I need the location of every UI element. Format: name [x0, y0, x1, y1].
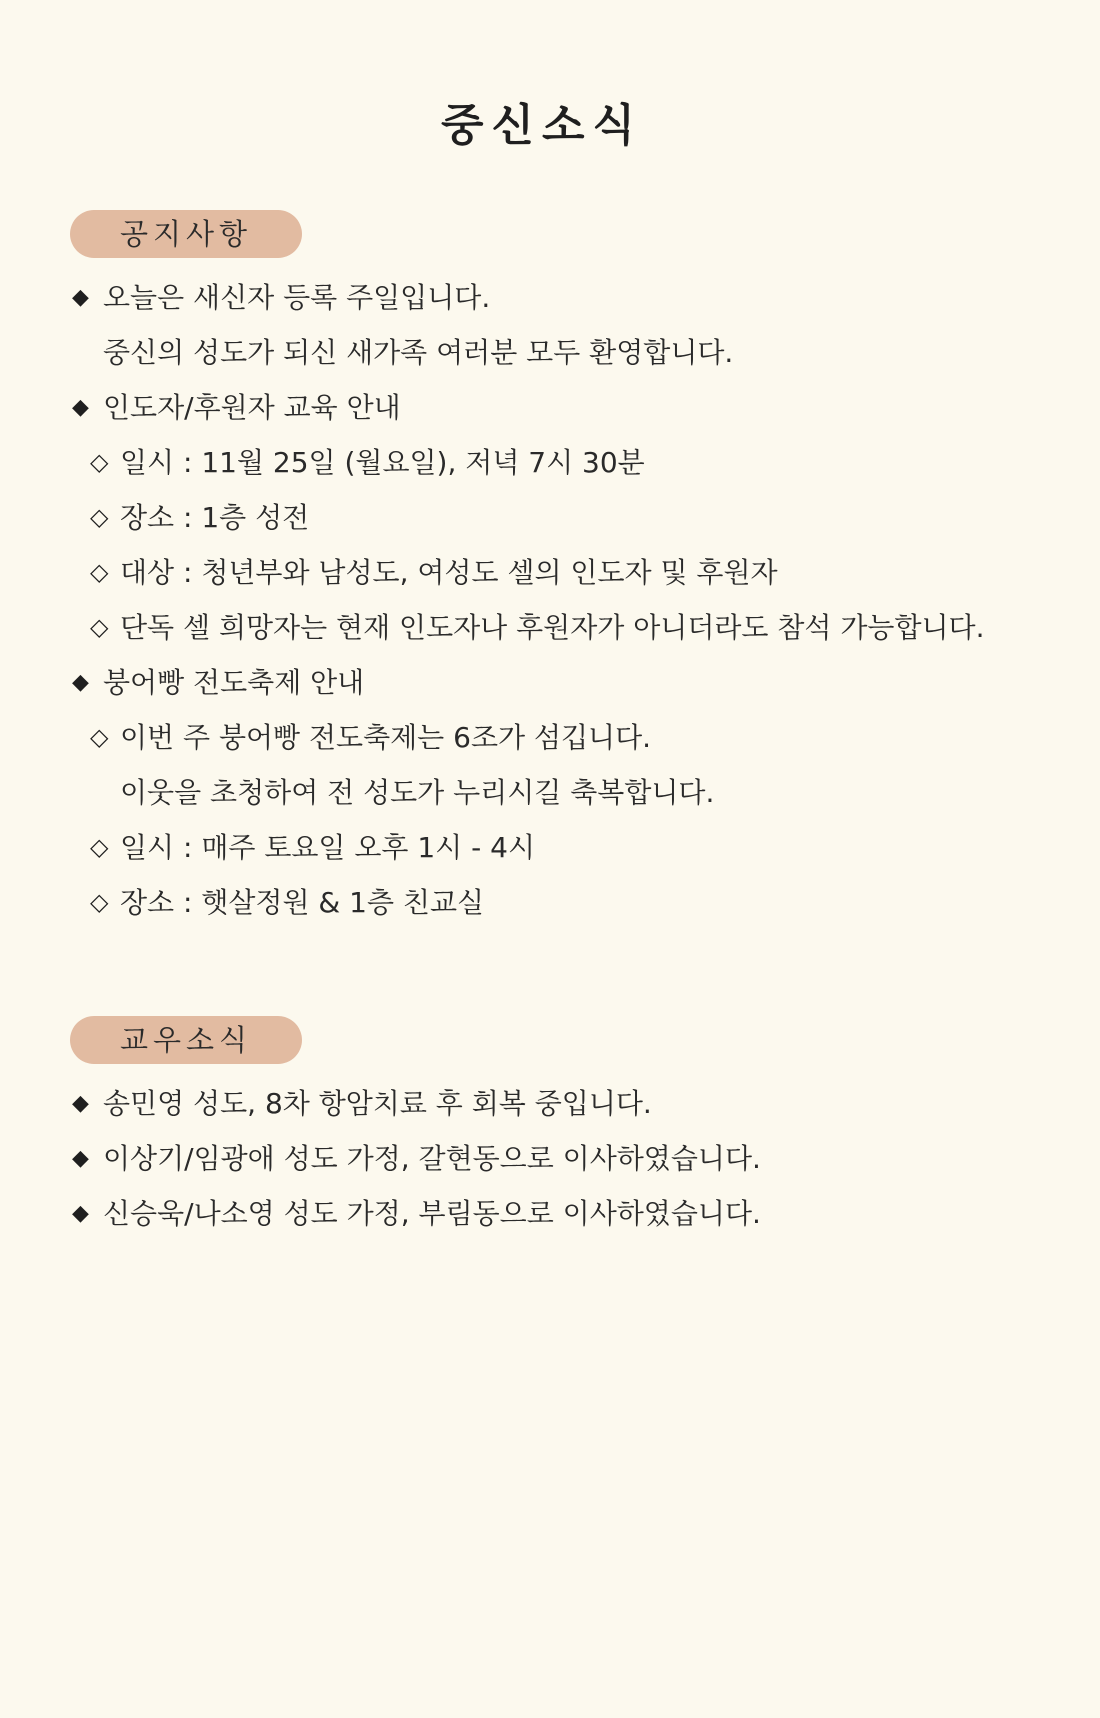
list-item [70, 545, 1080, 600]
filled-diamond-bullet-icon: ◆ [72, 670, 89, 695]
list-item-text: 붕어빵 전도축제 안내 [103, 666, 365, 699]
list-item [70, 710, 1080, 765]
list-item-text: 오늘은 새신자 등록 주일입니다. [103, 281, 491, 314]
filled-diamond-bullet-icon: ◆ [72, 395, 89, 420]
hollow-diamond-bullet-icon: ◇ [90, 833, 109, 861]
filled-diamond-bullet-icon: ◆ [72, 1091, 89, 1116]
list-item [70, 655, 1080, 710]
hollow-diamond-bullet-icon: ◇ [90, 503, 109, 531]
list-item-text: 이번 주 붕어빵 전도축제는 6조가 섬깁니다. [120, 721, 652, 754]
list-item [70, 270, 1080, 325]
list-item-text: 이웃을 초청하여 전 성도가 누리시길 축복합니다. [120, 776, 715, 809]
list-item-text: 대상 : 청년부와 남성도, 여성도 셀의 인도자 및 후원자 [120, 556, 778, 589]
hollow-diamond-bullet-icon: ◇ [90, 723, 109, 751]
page-title: 중신소식 [440, 100, 643, 151]
hollow-diamond-bullet-icon: ◇ [90, 888, 109, 916]
notice-list [70, 270, 1080, 930]
notice-section [70, 210, 1080, 930]
hollow-diamond-bullet-icon: ◇ [90, 558, 109, 586]
notice-section-label: 공지사항 [70, 210, 302, 258]
list-item [70, 875, 1080, 930]
hollow-diamond-bullet-icon: ◇ [90, 613, 109, 641]
filled-diamond-bullet-icon: ◆ [72, 285, 89, 310]
filled-diamond-bullet-icon: ◆ [72, 1146, 89, 1171]
list-item [70, 1131, 1080, 1186]
list-item [70, 490, 1080, 545]
list-item [70, 600, 1080, 655]
member-news-section [70, 1016, 1080, 1241]
list-item-text: 장소 : 햇살정원 & 1층 친교실 [120, 886, 485, 919]
list-item-text: 장소 : 1층 성전 [120, 501, 310, 534]
list-item-text: 중신의 성도가 되신 새가족 여러분 모두 환영합니다. [103, 336, 734, 369]
list-item [70, 1076, 1080, 1131]
list-item-text: 송민영 성도, 8차 항암치료 후 회복 중입니다. [103, 1087, 652, 1120]
hollow-diamond-bullet-icon: ◇ [90, 448, 109, 476]
list-item [70, 1186, 1080, 1241]
list-item-continuation [70, 325, 1080, 380]
list-item-text: 일시 : 11월 25일 (월요일), 저녁 7시 30분 [120, 446, 645, 479]
list-item [70, 435, 1080, 490]
filled-diamond-bullet-icon: ◆ [72, 1201, 89, 1226]
list-item-text: 인도자/후원자 교육 안내 [103, 391, 401, 424]
list-item-text: 일시 : 매주 토요일 오후 1시 - 4시 [120, 831, 535, 864]
member-news-list [70, 1076, 1080, 1241]
list-item-text: 신승욱/나소영 성도 가정, 부림동으로 이사하였습니다. [103, 1197, 761, 1230]
list-item-continuation [70, 765, 1080, 820]
list-item [70, 820, 1080, 875]
list-item-text: 단독 셀 희망자는 현재 인도자나 후원자가 아니더라도 참석 가능합니다. [120, 611, 985, 644]
member-news-section-label: 교우소식 [70, 1016, 302, 1064]
list-item-text: 이상기/임광애 성도 가정, 갈현동으로 이사하였습니다. [103, 1142, 761, 1175]
list-item [70, 380, 1080, 435]
